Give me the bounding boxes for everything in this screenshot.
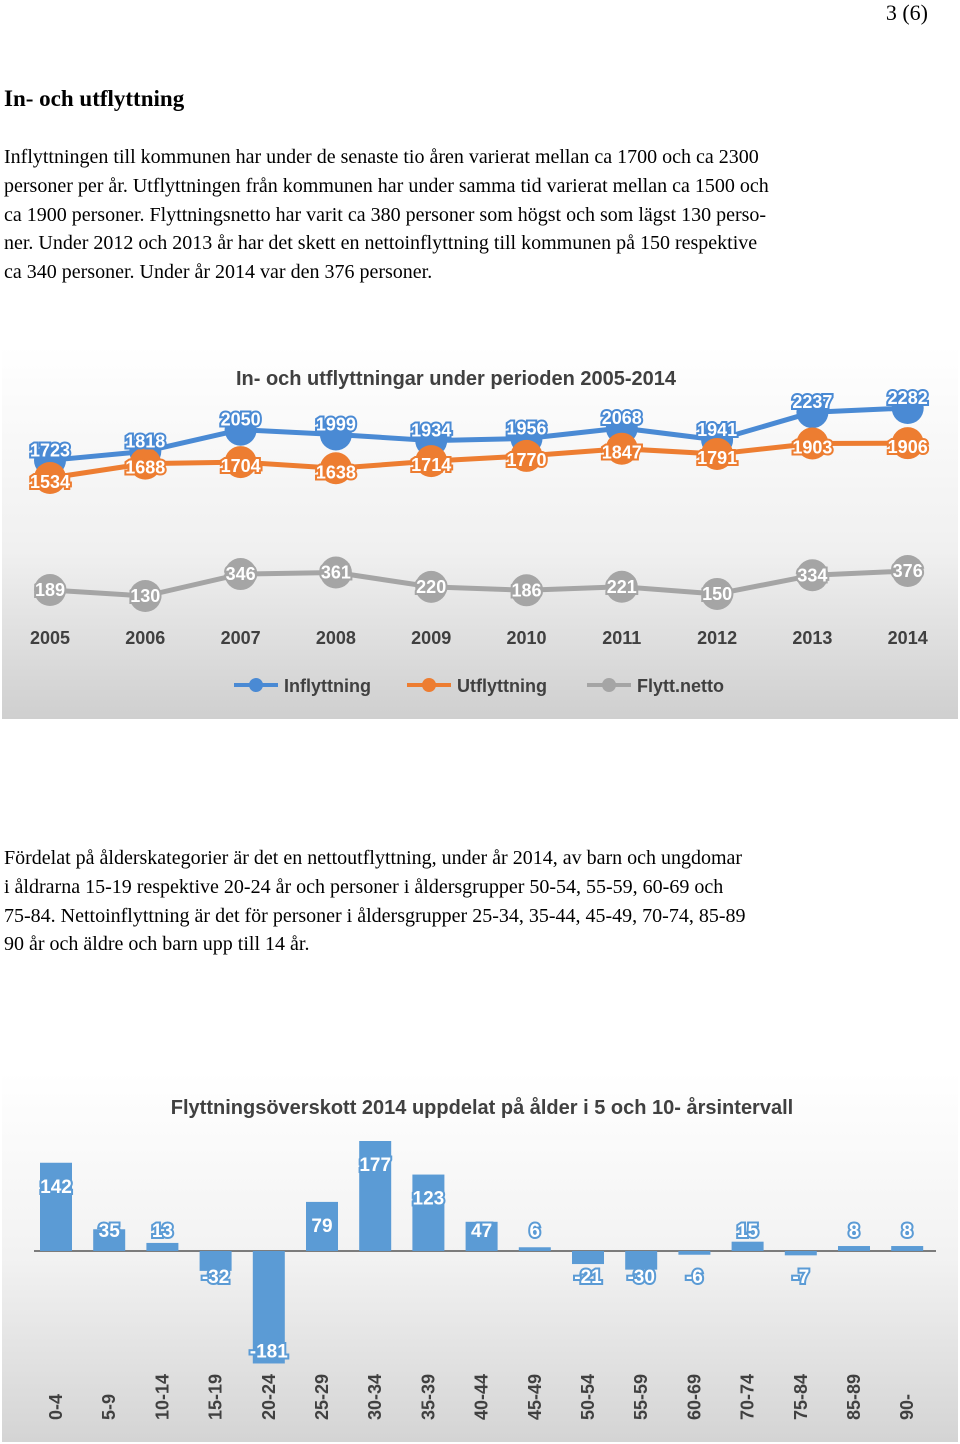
data-label: 1791 xyxy=(697,447,738,468)
data-label: 189 xyxy=(34,580,66,601)
migration-line-chart xyxy=(2,346,958,719)
x-tick-label: 75-84 xyxy=(790,1373,811,1420)
paragraph-line: personer per år. Utflyttningen från kommunen har under samma tid varierat mellan ca 1500 och xyxy=(4,174,769,197)
data-label: -30 xyxy=(627,1267,655,1288)
legend-label: Utflyttning xyxy=(457,676,547,696)
x-tick-label: 30-34 xyxy=(365,1373,386,1420)
section-heading: In- och utflyttning xyxy=(4,86,185,111)
paragraph-line: Fördelat på ålderskategorier är det en nettoutflyttning, under år 2014, av barn och ungdomar xyxy=(4,847,743,869)
legend-marker xyxy=(602,678,616,692)
paragraph-line: ca 1900 personer. Flyttningsnetto har varit ca 380 personer som högst och som lägst 130 perso- xyxy=(4,203,767,226)
x-tick-label: 45-49 xyxy=(524,1373,545,1420)
data-label: 2282 xyxy=(887,388,928,408)
x-tick-label: 40-44 xyxy=(471,1373,492,1420)
x-tick-label: 70-74 xyxy=(737,1373,758,1420)
data-label: 220 xyxy=(416,576,447,597)
x-tick-label: 85-89 xyxy=(844,1373,864,1420)
legend-label: Inflyttning xyxy=(284,676,371,696)
data-label: 1534 xyxy=(29,472,71,492)
bar xyxy=(838,1246,870,1251)
bar-chart-svg xyxy=(2,1072,958,1442)
data-label: -181 xyxy=(249,1341,288,1363)
x-tick-label: 20-24 xyxy=(258,1373,279,1420)
data-label: 1956 xyxy=(506,418,547,439)
age-bar-chart xyxy=(2,1072,958,1442)
x-tick-label: 10-14 xyxy=(152,1373,173,1420)
x-tick-label: 2006 xyxy=(125,628,166,648)
data-label: 1714 xyxy=(411,455,452,476)
chart-title: In- och utflyttningar under perioden 2005-2014 xyxy=(235,368,677,390)
paragraph-line: ca 340 personer. Under år 2014 var den 376 personer. xyxy=(4,261,433,284)
x-tick-label: 2011 xyxy=(602,628,642,648)
data-label: 186 xyxy=(511,580,542,601)
data-label: 15 xyxy=(737,1221,759,1242)
data-label: 1818 xyxy=(125,431,166,452)
data-label: -7 xyxy=(792,1267,810,1288)
x-tick-label: 50-54 xyxy=(578,1373,598,1420)
page-number: 3 (6) xyxy=(885,0,928,25)
x-tick-label: 2012 xyxy=(697,628,738,648)
data-label: 6 xyxy=(529,1221,541,1242)
data-label: 150 xyxy=(702,583,733,604)
legend-marker xyxy=(249,678,263,692)
data-label: 1903 xyxy=(792,437,833,458)
data-label: 346 xyxy=(225,564,256,585)
line-chart-svg xyxy=(2,346,958,719)
data-label: 1934 xyxy=(411,420,452,441)
legend-label: Flytt.netto xyxy=(637,676,724,696)
paragraph-line: 90 år och äldre och barn upp till 14 år. xyxy=(4,933,310,956)
data-label: 334 xyxy=(797,565,828,586)
data-label: 1770 xyxy=(506,449,547,470)
data-label: 47 xyxy=(471,1221,493,1242)
data-label: 1906 xyxy=(887,437,928,458)
data-label: 2068 xyxy=(601,408,642,429)
x-tick-label: 2010 xyxy=(506,628,547,648)
paragraph-line: i åldrarna 15-19 respektive 20-24 år och personer i åldersgrupper 50-54, 55-59, 60-69 och xyxy=(4,875,724,898)
data-label: 79 xyxy=(311,1215,333,1237)
data-label: -6 xyxy=(685,1267,703,1288)
data-label: 142 xyxy=(40,1176,72,1198)
data-label: 361 xyxy=(320,562,351,583)
data-label: 2237 xyxy=(792,392,833,413)
data-label: 8 xyxy=(901,1221,913,1242)
data-label: 2050 xyxy=(220,409,261,430)
data-label: 35 xyxy=(98,1221,120,1242)
x-tick-label: 55-59 xyxy=(631,1373,652,1420)
x-tick-label: 2014 xyxy=(887,628,928,648)
bar xyxy=(146,1243,178,1251)
x-tick-label: 5-9 xyxy=(99,1393,120,1420)
data-label: 1723 xyxy=(29,440,71,461)
bar xyxy=(891,1246,923,1251)
intro-paragraph xyxy=(4,143,954,287)
bar xyxy=(572,1251,604,1264)
bar xyxy=(519,1247,551,1251)
x-tick-label: 15-19 xyxy=(205,1373,226,1420)
data-label: 177 xyxy=(359,1155,392,1176)
age-paragraph xyxy=(4,844,954,959)
data-label: -21 xyxy=(574,1267,602,1288)
data-label: 123 xyxy=(412,1188,445,1210)
data-label: 1847 xyxy=(601,442,642,463)
chart-title: Flyttningsöverskott 2014 uppdelat på ålder i 5 och 10- årsintervall xyxy=(170,1097,794,1119)
x-tick-label: 90- xyxy=(897,1393,918,1420)
x-tick-label: 2005 xyxy=(29,628,71,648)
x-tick-label: 2008 xyxy=(315,628,356,648)
data-label: 1999 xyxy=(315,414,356,435)
bar xyxy=(785,1251,817,1255)
x-tick-label: 2013 xyxy=(792,628,833,648)
bar xyxy=(678,1251,710,1255)
data-label: 1704 xyxy=(220,456,261,477)
data-label: -32 xyxy=(201,1267,230,1288)
data-label: 221 xyxy=(606,576,637,597)
bar xyxy=(412,1175,444,1251)
x-tick-label: 0-4 xyxy=(46,1393,66,1420)
data-label: 8 xyxy=(848,1221,860,1242)
x-tick-label: 2007 xyxy=(220,628,261,648)
x-tick-label: 60-69 xyxy=(684,1373,705,1420)
bar xyxy=(732,1242,764,1251)
data-label: 130 xyxy=(130,586,161,606)
data-label: 1688 xyxy=(125,457,166,478)
data-label: 1941 xyxy=(697,419,738,440)
data-label: 1638 xyxy=(315,462,356,483)
x-tick-label: 25-29 xyxy=(312,1373,332,1420)
data-label: 13 xyxy=(151,1221,173,1242)
x-tick-label: 35-39 xyxy=(418,1373,439,1420)
legend-marker xyxy=(422,678,436,692)
x-tick-label: 2009 xyxy=(411,628,452,648)
paragraph-line: Inflyttningen till kommunen har under de senaste tio åren varierat mellan ca 1700 och ca 2300 xyxy=(4,146,759,168)
paragraph-line: 75-84. Nettoinflyttning är det för personer i åldersgrupper 25-34, 35-44, 45-49, 70-74, 85-89 xyxy=(4,904,746,927)
paragraph-line: ner. Under 2012 och 2013 år har det skett en nettoinflyttning till kommunen på 150 respektive xyxy=(4,232,758,255)
data-label: 376 xyxy=(892,561,923,581)
